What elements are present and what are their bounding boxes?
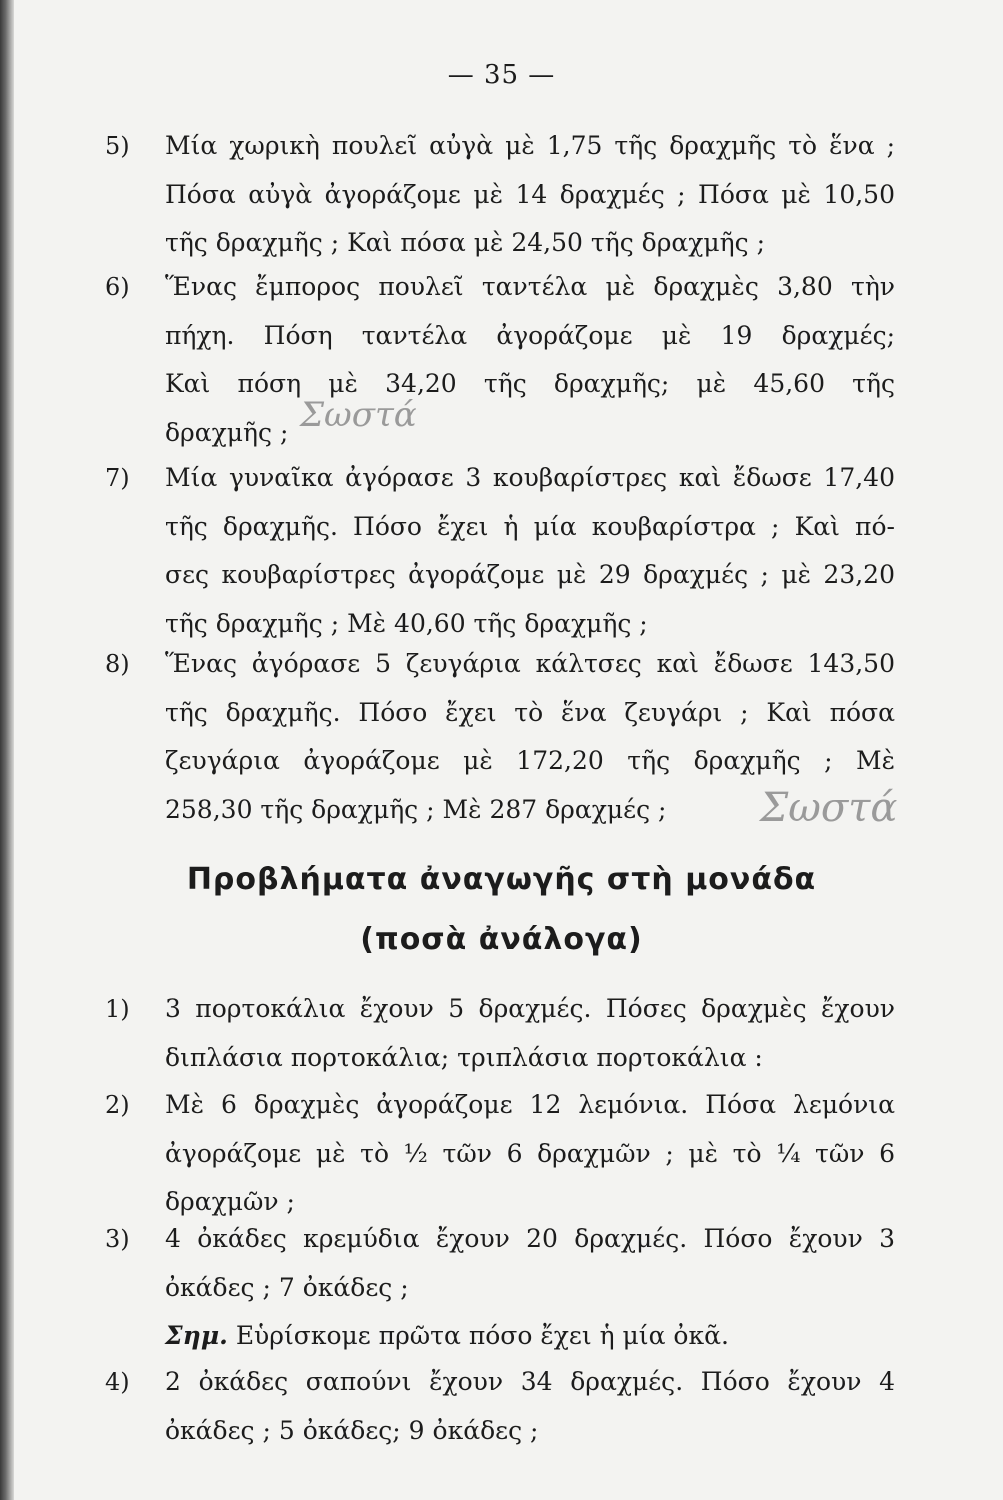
problem-number: 4): [105, 1368, 130, 1396]
problem-number: 1): [105, 995, 130, 1023]
problem-line: δραχμῆς ;: [165, 417, 289, 447]
problem-line: Μὲ 6 δραχμὲς ἀγοράζομε 12 λεμόνια. Πόσα λεμόνια: [165, 1090, 895, 1119]
problem-number: 5): [105, 132, 130, 160]
problem-1: [105, 985, 895, 1082]
problem-line: πήχη. Πόση ταντέλα ἀγοράζομε μὲ 19 δραχμές;: [165, 320, 895, 350]
problem-number: 7): [105, 464, 130, 492]
note-text: Εὑρίσκομε πρῶτα πόσο ἔχει ἡ μία ὀκᾶ.: [235, 1321, 729, 1350]
problem-line: 2 ὀκάδες σαπούνι ἔχουν 34 δραχμές. Πόσο ἔχουν 4: [165, 1367, 895, 1396]
problem-number: 6): [105, 273, 130, 301]
problem-line: ζευγάρια ἀγοράζομε μὲ 172,20 τῆς δραχμῆς ; Μὲ: [165, 746, 895, 775]
problem-line: τῆς δραχμῆς ; Μὲ 40,60 τῆς δραχμῆς ;: [165, 608, 648, 638]
problem-line: Μία γυναῖκα ἀγόρασε 3 κουβαρίστρες καὶ ἔδωσε 17,40: [165, 463, 895, 492]
problem-line: τῆς δραχμῆς ; Καὶ πόσα μὲ 24,50 τῆς δραχμῆς ;: [165, 228, 766, 257]
problem-line: Μία χωρικὴ πουλεῖ αὐγὰ μὲ 1,75 τῆς δραχμῆς τὸ ἕνα ;: [165, 131, 895, 160]
note-label: Σημ.: [165, 1321, 228, 1350]
handwritten-mark: Σωστά: [300, 395, 417, 435]
problem-line: Ἕνας ἀγόρασε 5 ζευγάρια κάλτσες καὶ ἔδωσε 143,50: [165, 649, 895, 678]
page-number: — 35 —: [447, 60, 556, 90]
handwritten-mark: Σωστά: [760, 785, 898, 831]
problem-4: [105, 1358, 895, 1455]
problem-line: Ἕνας ἔμπορος πουλεῖ ταντέλα μὲ δραχμὲς 3,80 τὴν: [165, 272, 895, 301]
problem-line: Πόσα αὐγὰ ἀγοράζομε μὲ 14 δραχμές ; Πόσα μὲ 10,50: [165, 179, 895, 209]
problem-line: τῆς δραχμῆς. Πόσο ἔχει τὸ ἕνα ζευγάρι ; Καὶ πόσα: [165, 697, 895, 727]
problem-line: ὀκάδες ; 7 ὀκάδες ;: [165, 1272, 409, 1302]
problem-7: [105, 454, 895, 648]
page-binding-shadow: [0, 0, 14, 1500]
problem-line: ὀκάδες ; 5 ὀκάδες; 9 ὀκάδες ;: [165, 1415, 539, 1445]
problem-6: [105, 263, 895, 457]
problem-line: 3 πορτοκάλια ἔχουν 5 δραχμές. Πόσες δραχμὲς ἔχουν: [165, 994, 895, 1023]
problem-line: δραχμῶν ;: [165, 1187, 295, 1216]
section-subheading: (ποσὰ ἀνάλογα): [360, 922, 643, 957]
problem-line: ἀγοράζομε μὲ τὸ ½ τῶν 6 δραχμῶν ; μὲ τὸ ¼ τῶν 6: [165, 1138, 895, 1168]
problem-note: [165, 1312, 895, 1361]
problem-5: [105, 122, 895, 268]
problem-line: 258,30 τῆς δραχμῆς ; Μὲ 287 δραχμές ;: [165, 794, 667, 824]
problem-line: διπλάσια πορτοκάλια; τριπλάσια πορτοκάλια :: [165, 1042, 763, 1072]
problem-number: 2): [105, 1091, 130, 1119]
problem-line: Καὶ πόση μὲ 34,20 τῆς δραχμῆς; μὲ 45,60 τῆς: [165, 369, 895, 398]
problem-number: 8): [105, 650, 130, 678]
problem-line: 4 ὀκάδες κρεμύδια ἔχουν 20 δραχμές. Πόσο ἔχουν 3: [165, 1224, 895, 1253]
problem-2: [105, 1081, 895, 1227]
problem-number: 3): [105, 1225, 130, 1253]
problem-line: σες κουβαρίστρες ἀγοράζομε μὲ 29 δραχμές ; μὲ 23,20: [165, 560, 895, 589]
problem-line: τῆς δραχμῆς. Πόσο ἔχει ἡ μία κουβαρίστρα ; Καὶ πό-: [165, 511, 895, 541]
problem-3: [105, 1215, 895, 1361]
section-heading: Προβλήματα ἀναγωγῆς στὴ μονάδα: [186, 862, 817, 897]
